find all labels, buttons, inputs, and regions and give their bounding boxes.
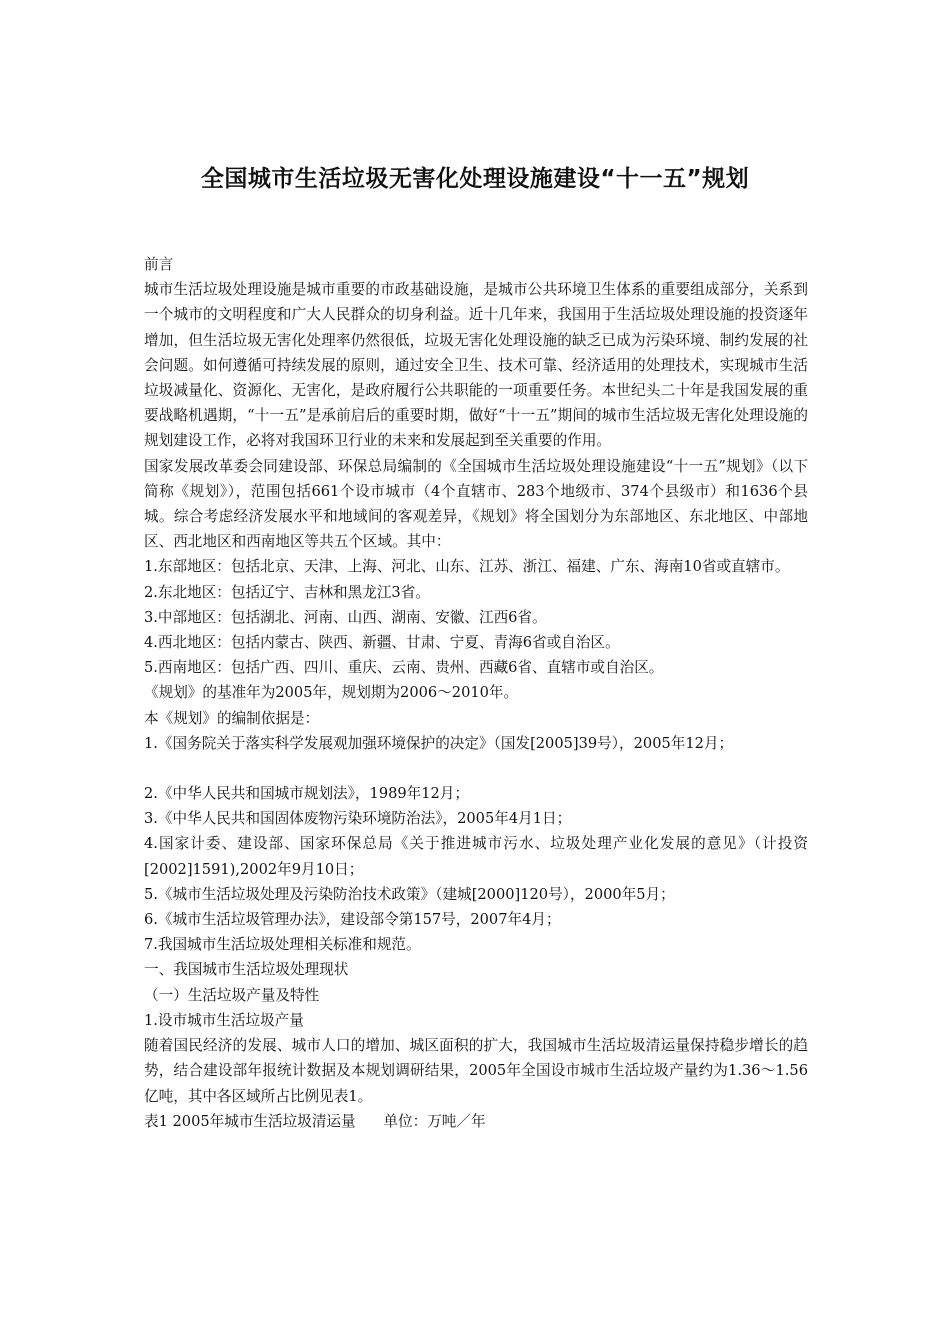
list-item-region-east: 1.东部地区：包括北京、天津、上海、河北、山东、江苏、浙江、福建、广东、海南10省或直辖市。 <box>144 558 790 576</box>
list-item-region-southwest: 5.西南地区：包括广西、四川、重庆、云南、贵州、西藏6省、直辖市或自治区。 <box>144 659 664 677</box>
list-item-basis-5: 5.《城市生活垃圾处理及污染防治技术政策》（建城[2000]120号），2000年5月； <box>144 885 675 903</box>
list-item-basis-7: 7.我国城市生活垃圾处理相关标准和规范。 <box>144 936 421 954</box>
document-body <box>144 252 808 1134</box>
paragraph-output: 随着国民经济的发展、城市人口的增加、城区面积的扩大，我国城市生活垃圾清运量保持稳步增长的趋势，结合建设部年报统计数据及本规划调研结果，2005年全国设市城市生活垃圾产量约为1.36～1.56亿吨，其中各区域所占比例见表1。 <box>144 1037 808 1105</box>
heading-preface: 前言 <box>144 256 174 273</box>
list-item-region-northeast: 2.东北地区：包括辽宁、吉林和黑龙江3省。 <box>144 583 430 601</box>
subsubsection-heading-1-1-1: 1.设市城市生活垃圾产量 <box>144 1011 304 1029</box>
list-item-region-northwest: 4.西北地区：包括内蒙古、陕西、新疆、甘肃、宁夏、青海6省或自治区。 <box>144 634 620 652</box>
paragraph-intro: 城市生活垃圾处理设施是城市重要的市政基础设施，是城市公共环境卫生体系的重要组成部分，关系到一个城市的文明程度和广大人民群众的切身利益。近十几年来，我国用于生活垃圾处理设施的投资逐年增加，但生活垃圾无害化处理率仍然很低，垃圾无害化处理设施的缺乏已成为污染环境、制约发展的社会问题。如何遵循可持续发展的原则，通过安全卫生、技术可靠、经济适用的处理技术，实现城市生活垃圾减量化、资源化、无害化，是政府履行公共职能的一项重要任务。本世纪头二十年是我国发展的重要战略机遇期，“十一五”是承前启后的重要时期，做好“十一五”期间的城市生活垃圾无害化处理设施的规划建设工作，必将对我国环卫行业的未来和发展起到至关重要的作用。 <box>144 281 808 450</box>
paragraph-basis-intro: 本《规划》的编制依据是： <box>144 709 320 727</box>
document-title: 全国城市生活垃圾无害化处理设施建设“十一五”规划 <box>200 166 750 192</box>
list-item-basis-4: 4.国家计委、建设部、国家环保总局《关于推进城市污水、垃圾处理产业化发展的意见》（计投资[2002]1591),2002年9月10日； <box>144 835 808 878</box>
list-item-basis-6: 6.《城市生活垃圾管理办法》，建设部令第157号，2007年4月； <box>144 911 561 929</box>
table-caption: 表1 2005年城市生活垃圾清运量 单位：万吨／年 <box>144 1112 486 1130</box>
paragraph-scope: 国家发展改革委会同建设部、环保总局编制的《全国城市生活垃圾处理设施建设“十一五”规划》（以下简称《规划》），范围包括661个设市城市（4个直辖市、283个地级市、374个县级市）和1636个县城。综合考虑经济发展水平和地域间的客观差异，《规划》将全国划分为东部地区、东北地区、中部地区、西北地区和西南地区等共五个区域。其中： <box>144 457 808 551</box>
list-item-basis-2: 2.《中华人民共和国城市规划法》，1989年12月； <box>144 785 470 803</box>
section-heading-1: 一、我国城市生活垃圾处理现状 <box>144 961 349 979</box>
subsection-heading-1-1: （一）生活垃圾产量及特性 <box>144 986 320 1004</box>
list-item-region-central: 3.中部地区：包括湖北、河南、山西、湖南、安徽、江西6省。 <box>144 608 547 626</box>
list-item-basis-1: 1.《国务院关于落实科学发展观加强环境保护的决定》（国发[2005]39号），2005年12月； <box>144 734 734 752</box>
list-item-basis-3: 3.《中华人民共和国固体废物污染环境防治法》，2005年4月1日； <box>144 810 572 828</box>
paragraph-base-year: 《规划》的基准年为2005年，规划期为2006～2010年。 <box>144 684 519 702</box>
